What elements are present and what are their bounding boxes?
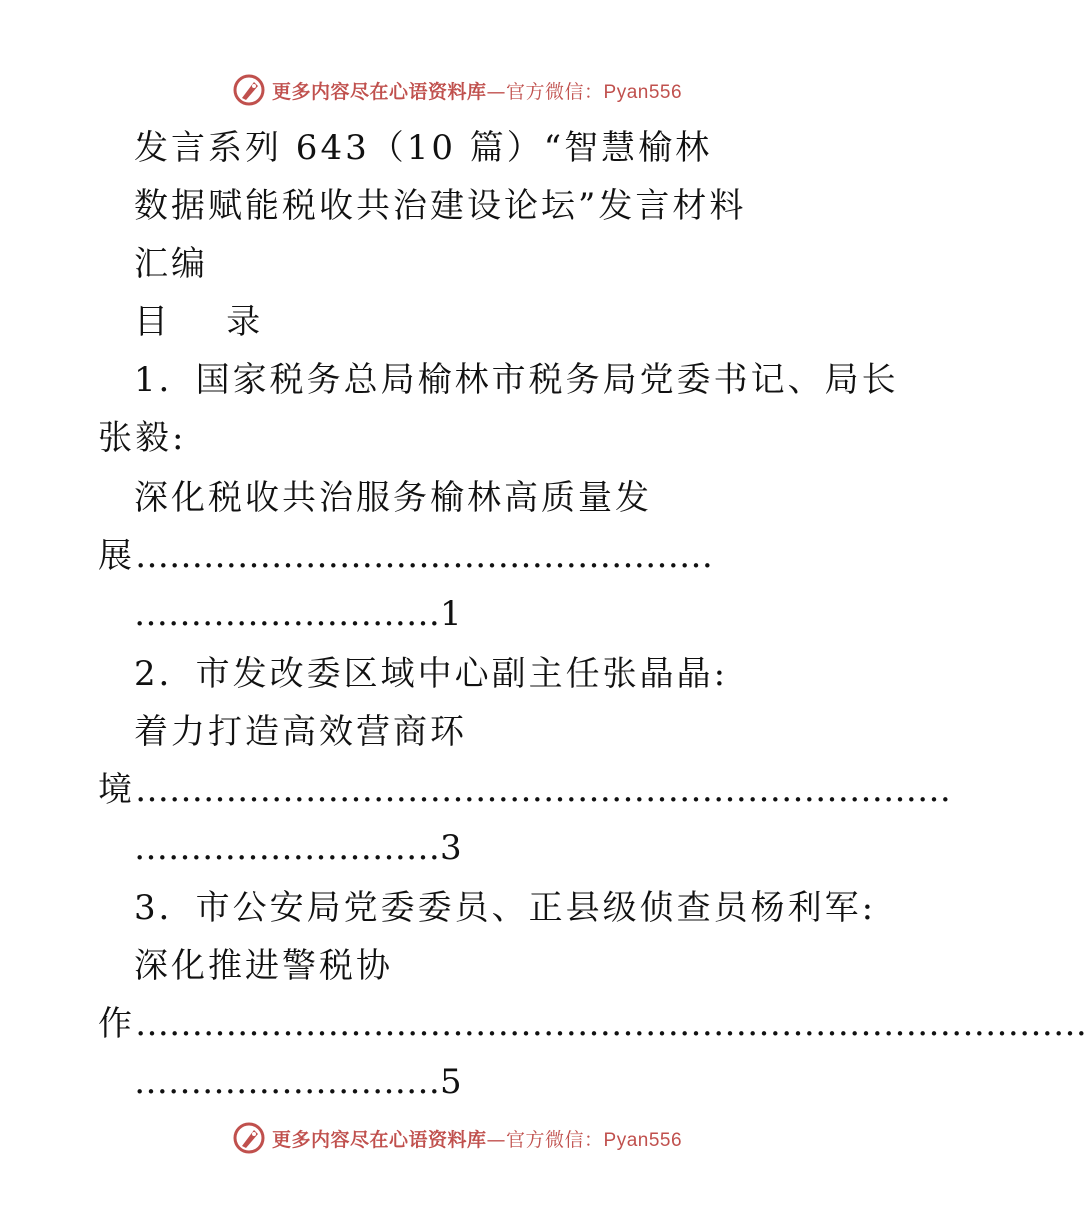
toc-entry-1-subtitle: 深化税收共治服务榆林高质量发 xyxy=(134,478,652,518)
toc-entry-1-leader: …………………………………………… xyxy=(135,536,713,576)
toc-entry-2-leader-line xyxy=(98,770,951,810)
toc-entry-1-last-char: 展 xyxy=(98,536,135,576)
toc-entry-2-heading: 2．市发改委区域中心副主任张晶晶: xyxy=(134,654,729,694)
toc-entry-3-page-number: 5 xyxy=(440,1062,465,1102)
toc-entry-3-page-line xyxy=(134,1062,465,1102)
pen-nib-logo-icon xyxy=(232,73,266,107)
toc-entry-3-heading: 3．市公安局党委委员、正县级侦查员杨利军: xyxy=(134,888,877,928)
document-title-line-3: 汇编 xyxy=(134,244,208,284)
pen-nib-logo-icon xyxy=(232,1121,266,1155)
watermark-banner-top xyxy=(232,72,682,108)
toc-entry-3-subtitle: 深化推进警税协 xyxy=(134,946,393,986)
watermark-text: 更多内容尽在心语资料库—官方微信：Pyan556 xyxy=(272,1128,683,1151)
toc-entry-3-leader-line xyxy=(98,1004,1087,1044)
toc-entry-2-leader-2: ……………………… xyxy=(134,828,440,868)
toc-entry-1-leader-line xyxy=(98,536,713,576)
toc-entry-2-page-line xyxy=(134,828,465,868)
toc-entry-3-leader: ………………………………………………………………………… xyxy=(135,1004,1087,1044)
toc-entry-2-leader: ……………………………………………………………… xyxy=(135,770,951,810)
toc-entry-1-heading-cont: 张毅: xyxy=(98,418,187,458)
document-title-line-1: 发言系列 643（10 篇）“智慧榆林 xyxy=(134,128,713,168)
toc-entry-3-last-char: 作 xyxy=(98,1004,135,1044)
document-title-line-2: 数据赋能税收共治建设论坛”发言材料 xyxy=(134,186,747,226)
toc-entry-1-heading: 1．国家税务总局榆林市税务局党委书记、局长 xyxy=(134,360,899,400)
toc-entry-2-page-number: 3 xyxy=(440,828,465,868)
toc-entry-2-subtitle: 着力打造高效营商环 xyxy=(134,712,467,752)
toc-entry-1-page-number: 1 xyxy=(440,594,465,634)
toc-entry-1-leader-2: ……………………… xyxy=(134,594,440,634)
watermark-text: 更多内容尽在心语资料库—官方微信：Pyan556 xyxy=(272,80,683,103)
watermark-banner-bottom xyxy=(232,1120,682,1156)
toc-entry-3-leader-2: ……………………… xyxy=(134,1062,440,1102)
toc-entry-2-last-char: 境 xyxy=(98,770,135,810)
toc-entry-1-page-line xyxy=(134,594,465,634)
toc-heading: 目 录 xyxy=(134,302,264,342)
